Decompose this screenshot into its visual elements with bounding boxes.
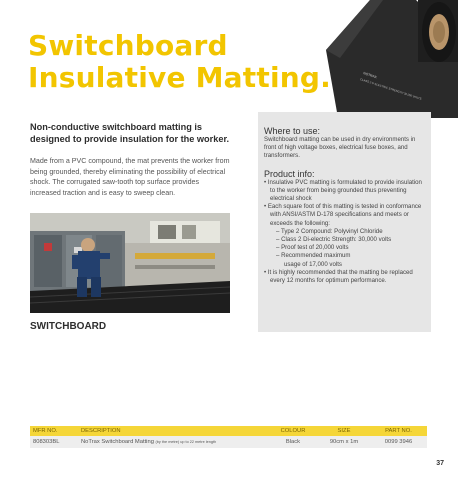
info-sub-2: – Class 2 Di-electric Strength: 30,000 volts (276, 236, 392, 244)
product-heading: Product info: (264, 168, 315, 179)
cell-colour: Black (285, 439, 301, 445)
header-size: SIZE (337, 428, 351, 434)
info-box (258, 112, 431, 332)
product-table (30, 426, 427, 448)
info-bullet-2: • Each square foot of this matting is tested in conformance with ANSI/ASTM D-178 specifications and meets or exceeds the following: (264, 203, 422, 227)
header-description: DESCRIPTION (81, 428, 121, 434)
info-sub-4-cont: usage of 17,000 volts (284, 260, 342, 268)
page-number: 37 (436, 460, 444, 467)
table-row (30, 436, 427, 448)
photo-caption: SWITCHBOARD (30, 321, 107, 332)
info-sub-1: – Type 2 Compound: Polyvinyl Chloride (276, 227, 383, 235)
cell-description-main: NoTrax Switchboard Matting (81, 439, 154, 445)
cell-part: 0099 3946 (384, 439, 413, 445)
mat-roll-image (308, 0, 458, 120)
intro-text: Non-conductive switchboard matting is designed to provide insulation for the worker. (30, 122, 230, 144)
title-line-2: Insulative Matting. (28, 61, 331, 94)
info-bullet-1: • Insulative PVC matting is formulated to provide insulation to the worker from being grounded thus preventing electrical shock (264, 178, 422, 203)
where-text: Switchboard matting can be used in dry environments in front of high voltage boxes, electrical fuse boxes, and transformers. (264, 136, 416, 160)
header-colour: COLOUR (280, 428, 306, 434)
cell-description (78, 439, 268, 445)
cell-description-note: (by the metre) up to 22 metre length (155, 440, 217, 444)
info-sub-4: – Recommended maximum (276, 252, 351, 260)
where-heading: Where to use: (264, 126, 321, 136)
switchboard-photo (30, 213, 230, 313)
product-info-list (264, 179, 425, 286)
body-text: Made from a PVC compound, the mat prevents the worker from being grounded, thereby eliminating the possibility of electrical shock. The corrugated saw-tooth top surface provides increased traction and is easy to sweep clean. (30, 157, 230, 197)
cell-mfr: 808303BL (33, 439, 60, 445)
info-sub-3: – Proof test of 20,000 volts (276, 244, 349, 252)
header-part: PART NO. (385, 428, 412, 434)
mat-label-brand: NOTRAX (362, 71, 378, 80)
table-header (30, 426, 427, 436)
info-bullet-3: • It is highly recommended that the matting be replaced every 12 months for optimum performance. (264, 268, 413, 285)
cell-size: 90cm x 1m (329, 439, 359, 445)
title-line-1: Switchboard (28, 29, 228, 62)
mat-label-spec: CLASS 2 D-ELECTRIC STRENGTH 30,000 VOLTS (359, 77, 423, 101)
header-mfr: MFR NO. (33, 428, 58, 434)
